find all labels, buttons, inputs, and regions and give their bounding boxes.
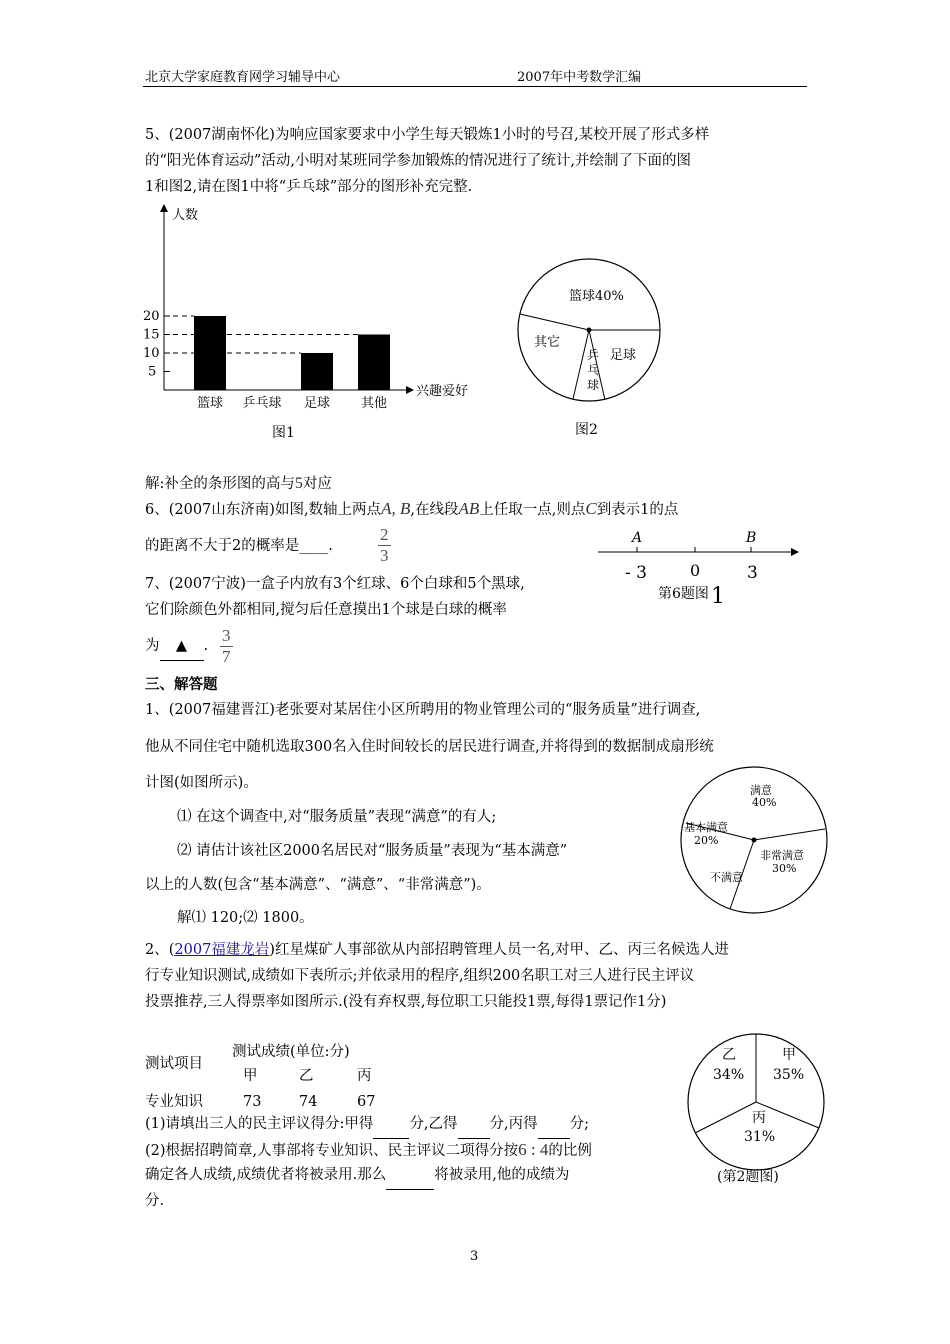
- x-category-label: 篮球: [196, 396, 224, 411]
- s1-line2: 他从不同住宅中随机选取300名入住时间较长的居民进行调查,并将得到的数据制成扇形统: [145, 739, 714, 755]
- s2-q4: 分.: [145, 1193, 165, 1209]
- q5-answer: [145, 470, 332, 498]
- label-zero: 0: [690, 561, 701, 580]
- q7-line1: 7、(2007宁波)一盒子内放有3个红球、6个白球和5个黑球,: [145, 576, 525, 592]
- section-title: 三、解答题: [145, 676, 218, 693]
- header-rule: [143, 86, 807, 87]
- s2-q2: (2)根据招聘简章,人事部将专业知识、民主评议二项得分按6 : 4的比例: [145, 1140, 592, 1159]
- source-link[interactable]: 2007福建龙岩: [174, 942, 270, 958]
- q5-answer-value: 5: [294, 475, 303, 492]
- pie-chart-votes: [685, 1032, 835, 1192]
- pie2-label-pingpong: 乒乓球: [587, 348, 600, 392]
- pie-label-basic: 基本满意: [684, 821, 728, 834]
- blank-jia: [373, 1111, 409, 1139]
- y-tick-label: 15: [143, 327, 160, 343]
- q6-line1: 6、(2007山东济南)如图,数轴上两点A, B,在线段AB上任取一点,则点C到表示1的点: [145, 499, 679, 518]
- bar-0: [194, 316, 226, 390]
- table-head-bing: 丙: [357, 1068, 372, 1084]
- q5-answer-suffix: 对应: [302, 476, 332, 492]
- y-tick-label: 10: [143, 346, 160, 361]
- label-B: B: [746, 530, 757, 546]
- pie2-center: [587, 328, 592, 333]
- pie-value-basic: 20%: [694, 834, 719, 847]
- table-group-header: 测试成绩(单位:分): [232, 1044, 350, 1060]
- s1-line4: 以上的人数(包含“基本满意”、“满意”、“非常满意”)。: [145, 877, 491, 893]
- blank-bing: [538, 1111, 570, 1139]
- blank-yi: [458, 1111, 490, 1139]
- q6-line2: 的距离不大于2的概率是____.: [145, 538, 333, 554]
- s1-line3: 计图(如图所示)。: [145, 775, 258, 791]
- q7-line2: 它们除颜色外都相同,搅匀后任意摸出1个球是白球的概率: [145, 602, 507, 618]
- q7-blank: ▲: [160, 633, 204, 661]
- pie-votes-value-yi: 34%: [713, 1067, 745, 1083]
- table-head-jia: 甲: [243, 1068, 258, 1084]
- x-axis-label: 兴趣爱好: [416, 384, 469, 399]
- figure-vote-caption: (第2题图): [717, 1169, 779, 1185]
- q6-blank: ____: [299, 538, 329, 554]
- pie-label-satisfied: 满意: [750, 784, 772, 797]
- label-one: 1: [711, 584, 725, 605]
- pie2-label-football: 足球: [610, 348, 637, 363]
- s2-q3: 确定各人成绩,成绩优者将被录用.那么 将被录用,他的成绩为: [145, 1162, 569, 1190]
- s2-line3: 投票推荐,三人得票率如图所示.(没有弃权票,每位职工只能投1票,每得1票记作1分): [145, 994, 667, 1010]
- bar-2: [301, 353, 333, 390]
- x-category-label: 乒乓球: [242, 396, 282, 411]
- table-cell-jia: 73: [243, 1094, 262, 1110]
- blank-candidate: [386, 1162, 434, 1190]
- pie-service-center: [752, 838, 757, 843]
- header-left: 北京大学家庭教育网学习辅导中心: [145, 70, 341, 85]
- q6-point-c: C: [585, 499, 597, 518]
- pie-value-satisfied: 40%: [752, 796, 777, 809]
- number-line: [590, 525, 805, 605]
- q6-segment-ab: AB: [458, 499, 480, 518]
- table-row-label: 专业知识: [145, 1094, 203, 1110]
- s2-q1: (1)请填出三人的民主评议得分:甲得 分,乙得 分,丙得 分;: [145, 1111, 589, 1139]
- label-A: A: [632, 530, 643, 546]
- pie-votes-value-bing: 31%: [744, 1129, 776, 1145]
- pie-votes-label-bing: 丙: [752, 1110, 766, 1126]
- pie2-label-basketball: 篮球40%: [569, 289, 624, 304]
- figure6-caption: 第6题图: [658, 586, 709, 602]
- table-head-yi: 乙: [299, 1068, 314, 1084]
- q5-line2: 的“阳光体育运动”活动,小明对某班同学参加锻炼的情况进行了统计,并绘制了下面的图: [145, 153, 692, 169]
- s1-sub2: ⑵ 请估计该社区2000名居民对“服务质量”表现为“基本满意”: [177, 843, 568, 859]
- pie-chart-service: [680, 765, 830, 920]
- page-number: 3: [470, 1249, 479, 1264]
- q5-line3: 1和图2,请在图1中将“乒乓球”部分的图形补充完整.: [145, 179, 473, 195]
- q5-line1: 5、(2007湖南怀化)为响应国家要求中小学生每天锻炼1小时的号召,某校开展了形式多样: [145, 127, 710, 143]
- q6-answer-fraction: $\frac{2}{3}$: [380, 525, 389, 565]
- pie-label-unsatisfied: 不满意: [710, 871, 743, 884]
- header-right: 2007年中考数学汇编: [517, 70, 642, 85]
- table-cell-yi: 74: [299, 1094, 318, 1110]
- pie-votes-value-jia: 35%: [773, 1067, 805, 1083]
- bar-chart: [140, 200, 480, 445]
- y-axis-label: 人数: [172, 208, 199, 223]
- pie-chart-fig2: [505, 258, 670, 443]
- pie-value-very: 30%: [772, 862, 797, 875]
- x-category-label: 足球: [303, 396, 331, 411]
- s1-answer: 解⑴ 120;⑵ 1800。: [177, 910, 314, 926]
- pie-votes-label-yi: 乙: [722, 1047, 736, 1063]
- ratio: 6 : 4: [518, 1140, 549, 1159]
- label-neg3: - 3: [625, 563, 647, 583]
- q5-answer-prefix: 解:补全的条形图的高与: [145, 476, 295, 492]
- pie2-label-other: 其它: [534, 335, 561, 350]
- figure2-caption: 图2: [575, 422, 598, 438]
- bar-3: [358, 335, 390, 391]
- y-tick-label: 20: [143, 309, 160, 324]
- pie-label-very: 非常满意: [760, 849, 804, 862]
- q6-points-ab: A, B: [381, 499, 411, 518]
- figure1-caption: 图1: [272, 425, 295, 441]
- pie2-divider: [520, 314, 589, 330]
- table-col0-header: 测试项目: [145, 1056, 203, 1072]
- s2-line1: 2、(2007福建龙岩)红星煤矿人事部欲从内部招聘管理人员一名,对甲、乙、丙三名候选人进: [145, 942, 730, 958]
- s1-line1: 1、(2007福建晋江)老张要对某居住小区所聘用的物业管理公司的“服务质量”进行调查,: [145, 702, 701, 718]
- q7-line3: 为 ▲ .: [145, 633, 208, 661]
- x-category-label: 其他: [360, 396, 388, 411]
- pie-votes-label-jia: 甲: [782, 1047, 796, 1063]
- s2-line2: 行专业知识测试,成绩如下表所示;并依录用的程序,组织200名职工对三人进行民主评议: [145, 968, 695, 984]
- q7-answer-fraction: $\frac{3}{7}$: [222, 626, 231, 666]
- label-three: 3: [747, 563, 758, 583]
- table-cell-bing: 67: [357, 1094, 376, 1110]
- pie-service-divider: [754, 829, 825, 840]
- y-tick-label: 5: [148, 364, 157, 380]
- s1-sub1: ⑴ 在这个调查中,对“服务质量”表现“满意”的有人;: [177, 809, 497, 825]
